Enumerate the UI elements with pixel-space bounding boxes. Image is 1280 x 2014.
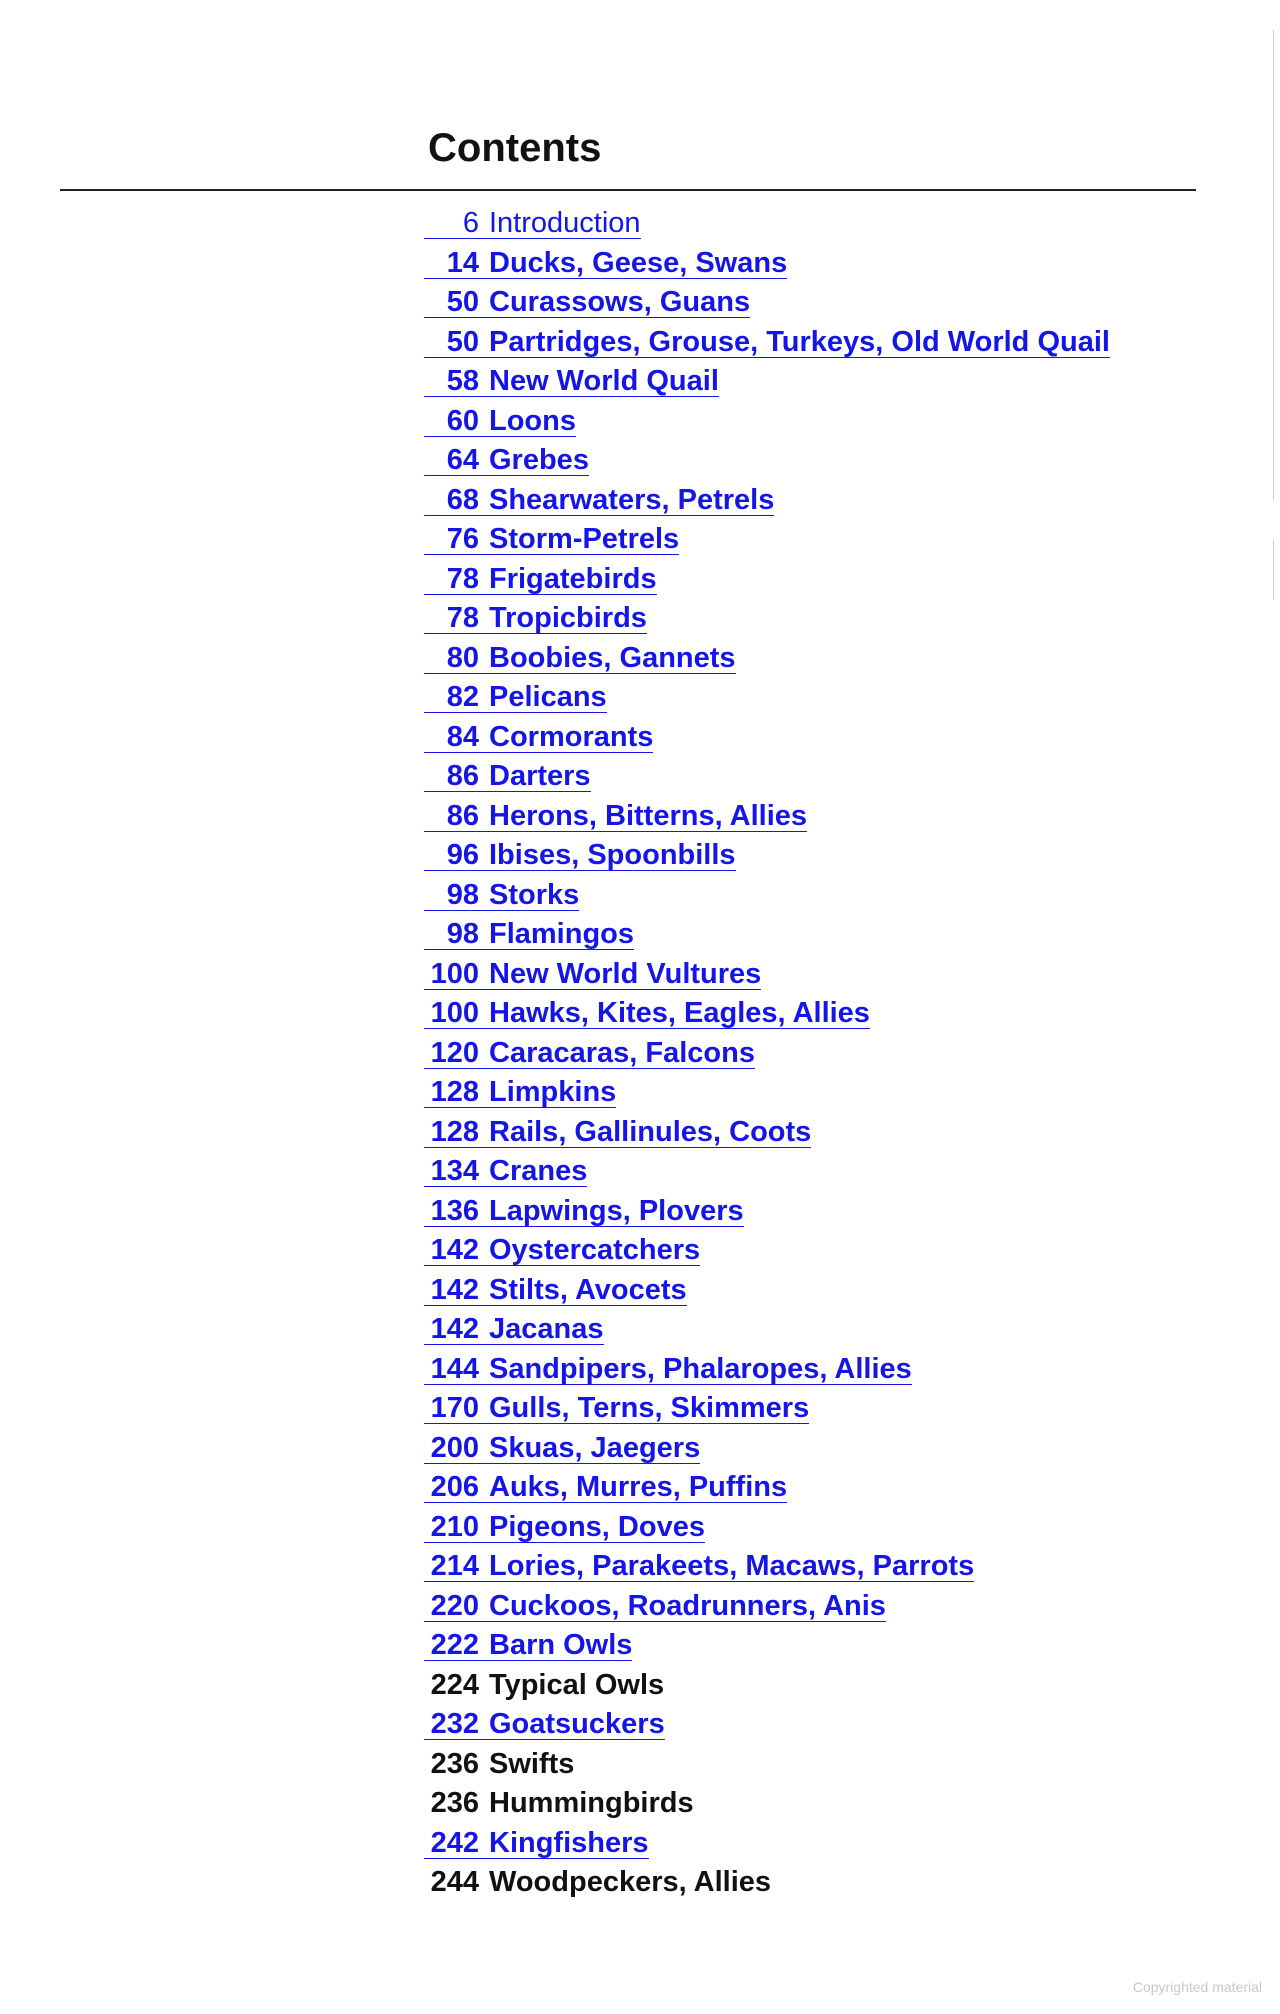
toc-page-number: 86 xyxy=(446,799,479,832)
toc-link[interactable] xyxy=(424,485,774,516)
toc-link[interactable] xyxy=(424,880,579,911)
toc-link[interactable] xyxy=(424,919,634,950)
toc-link[interactable] xyxy=(424,1709,665,1740)
toc-entry[interactable] xyxy=(424,1587,1110,1627)
toc-entry-title: Storm-Petrels xyxy=(489,523,680,555)
toc-link[interactable] xyxy=(424,1354,912,1385)
toc-page-number: 64 xyxy=(446,444,479,476)
toc-entry-title: Oystercatchers xyxy=(489,1234,701,1266)
toc-entry[interactable] xyxy=(424,836,1110,876)
toc-page-number: 214 xyxy=(430,1550,479,1582)
toc-link[interactable] xyxy=(424,1828,649,1859)
toc-entry[interactable] xyxy=(424,797,1110,837)
toc-entry[interactable] xyxy=(424,560,1110,600)
toc-entry-title: Goatsuckers xyxy=(489,1708,665,1740)
toc-link[interactable] xyxy=(424,564,657,595)
toc-link[interactable] xyxy=(424,603,647,634)
toc-entry-title: Ducks, Geese, Swans xyxy=(489,246,788,279)
toc-entry[interactable] xyxy=(424,718,1110,758)
toc-link[interactable] xyxy=(424,1591,886,1622)
toc-entry-title: Pelicans xyxy=(489,681,607,713)
toc-page-number: 224 xyxy=(430,1668,479,1701)
toc-page-number: 96 xyxy=(446,839,479,871)
toc-text xyxy=(424,1867,771,1898)
page-edge-mark xyxy=(1273,540,1274,600)
toc-page-number: 128 xyxy=(430,1076,479,1108)
toc-link[interactable] xyxy=(424,722,653,753)
toc-entry[interactable] xyxy=(424,481,1110,521)
toc-entry[interactable] xyxy=(424,1824,1110,1864)
toc-page-number: 170 xyxy=(430,1392,479,1424)
toc-entry-title: Boobies, Gannets xyxy=(489,641,736,674)
copyright-notice: Copyrighted material xyxy=(1132,1979,1262,1995)
toc-entry-title: Barn Owls xyxy=(489,1629,633,1661)
toc-entry-title: Flamingos xyxy=(489,918,635,950)
toc-page-number: 128 xyxy=(430,1115,479,1148)
toc-page-number: 210 xyxy=(430,1510,479,1543)
toc-page-number: 232 xyxy=(430,1708,479,1740)
toc-page-number: 78 xyxy=(446,602,479,634)
title-divider xyxy=(60,189,1196,191)
toc-page-number: 78 xyxy=(446,562,479,595)
toc-page-number: 244 xyxy=(430,1866,479,1898)
toc-link[interactable] xyxy=(424,445,589,476)
toc-entry[interactable] xyxy=(424,1113,1110,1153)
toc-page-number: 80 xyxy=(446,641,479,674)
toc-link[interactable] xyxy=(424,1551,974,1582)
toc-entry-title: New World Vultures xyxy=(489,957,762,990)
toc-entry-title: Auks, Murres, Puffins xyxy=(489,1471,788,1503)
toc-page-number: 236 xyxy=(430,1747,479,1780)
toc-link[interactable] xyxy=(424,801,807,832)
toc-link[interactable] xyxy=(424,1117,811,1148)
toc-entry xyxy=(424,1745,1110,1785)
toc-entry-title: Tropicbirds xyxy=(489,602,647,634)
toc-entry-title: Cormorants xyxy=(489,720,654,753)
toc-entry[interactable] xyxy=(424,1034,1110,1074)
toc-page-number: 142 xyxy=(430,1273,479,1306)
toc-link[interactable] xyxy=(424,1275,687,1306)
toc-entry[interactable] xyxy=(424,520,1110,560)
toc-entry-title: Limpkins xyxy=(489,1076,617,1108)
toc-entry[interactable] xyxy=(424,204,1110,244)
toc-page-number: 84 xyxy=(446,720,479,753)
table-of-contents xyxy=(424,204,1110,1903)
toc-page-number: 14 xyxy=(446,246,479,279)
toc-link[interactable] xyxy=(424,524,679,555)
toc-entry-title: Lapwings, Plovers xyxy=(489,1194,744,1227)
toc-entry[interactable] xyxy=(424,1468,1110,1508)
toc-link[interactable] xyxy=(424,1393,809,1424)
toc-entry[interactable] xyxy=(424,1073,1110,1113)
toc-link[interactable] xyxy=(424,1077,616,1108)
toc-text xyxy=(424,1749,574,1780)
toc-entry-title: Stilts, Avocets xyxy=(489,1273,687,1306)
toc-page-number: 144 xyxy=(430,1352,479,1385)
toc-entry-title: Caracaras, Falcons xyxy=(489,1036,755,1069)
toc-entry-title: Rails, Gallinules, Coots xyxy=(489,1115,812,1148)
toc-page-number: 120 xyxy=(430,1036,479,1069)
toc-link[interactable] xyxy=(424,1156,587,1187)
toc-page-number: 100 xyxy=(430,997,479,1029)
toc-entry[interactable] xyxy=(424,994,1110,1034)
toc-entry[interactable] xyxy=(424,323,1110,363)
toc-entry-title: Jacanas xyxy=(489,1313,604,1345)
toc-entry-title: Storks xyxy=(489,878,580,911)
toc-entry[interactable] xyxy=(424,1429,1110,1469)
toc-entry-title: Herons, Bitterns, Allies xyxy=(489,799,808,832)
toc-entry[interactable] xyxy=(424,599,1110,639)
toc-entry[interactable] xyxy=(424,955,1110,995)
page-title: Contents xyxy=(428,126,602,170)
toc-text xyxy=(424,1670,664,1701)
toc-entry[interactable] xyxy=(424,639,1110,679)
toc-entry-title: Sandpipers, Phalaropes, Allies xyxy=(489,1352,912,1385)
toc-link[interactable] xyxy=(424,682,607,713)
toc-link[interactable] xyxy=(424,959,761,990)
toc-page-number: 68 xyxy=(446,483,479,516)
toc-entry-title: Partridges, Grouse, Turkeys, Old World Quail xyxy=(489,325,1110,358)
toc-page-number: 6 xyxy=(462,207,479,239)
toc-entry[interactable] xyxy=(424,678,1110,718)
toc-entry-title: Shearwaters, Petrels xyxy=(489,483,775,516)
toc-entry-title: Swifts xyxy=(489,1747,575,1780)
toc-entry-title: Pigeons, Doves xyxy=(489,1510,705,1543)
toc-entry[interactable] xyxy=(424,283,1110,323)
toc-link[interactable] xyxy=(424,208,641,239)
toc-entry[interactable] xyxy=(424,1231,1110,1271)
toc-entry[interactable] xyxy=(424,876,1110,916)
toc-link[interactable] xyxy=(424,840,736,871)
toc-entry-title: Darters xyxy=(489,760,591,792)
toc-link[interactable] xyxy=(424,1235,700,1266)
toc-entry-title: Typical Owls xyxy=(489,1668,665,1701)
toc-entry[interactable] xyxy=(424,1152,1110,1192)
toc-page-number: 222 xyxy=(430,1629,479,1661)
toc-page-number: 98 xyxy=(446,878,479,911)
toc-entry-title: Frigatebirds xyxy=(489,562,657,595)
toc-link[interactable] xyxy=(424,1433,700,1464)
toc-page-number: 86 xyxy=(446,760,479,792)
toc-entry[interactable] xyxy=(424,1389,1110,1429)
toc-page-number: 76 xyxy=(446,523,479,555)
toc-page-number: 236 xyxy=(430,1787,479,1819)
toc-page-number: 82 xyxy=(446,681,479,713)
toc-entry-title: Ibises, Spoonbills xyxy=(489,839,736,871)
toc-entry[interactable] xyxy=(424,1271,1110,1311)
toc-entry[interactable] xyxy=(424,1310,1110,1350)
toc-link[interactable] xyxy=(424,1472,787,1503)
toc-entry xyxy=(424,1784,1110,1824)
toc-entry[interactable] xyxy=(424,1508,1110,1548)
toc-link[interactable] xyxy=(424,287,750,318)
toc-entry[interactable] xyxy=(424,1705,1110,1745)
toc-text xyxy=(424,1788,694,1819)
page-edge-mark xyxy=(1273,30,1274,500)
toc-page-number: 98 xyxy=(446,918,479,950)
toc-page-number: 50 xyxy=(446,286,479,318)
toc-link[interactable] xyxy=(424,406,576,437)
toc-page-number: 50 xyxy=(446,325,479,358)
toc-entry[interactable] xyxy=(424,915,1110,955)
toc-link[interactable] xyxy=(424,1196,744,1227)
toc-link[interactable] xyxy=(424,366,719,397)
toc-page-number: 242 xyxy=(430,1826,479,1859)
toc-entry-title: Gulls, Terns, Skimmers xyxy=(489,1392,810,1424)
toc-entry-title: Cuckoos, Roadrunners, Anis xyxy=(489,1589,886,1622)
toc-entry-title: Loons xyxy=(489,404,576,437)
toc-page-number: 142 xyxy=(430,1234,479,1266)
toc-link[interactable] xyxy=(424,998,870,1029)
toc-entry-title: New World Quail xyxy=(489,365,719,397)
toc-entry-title: Woodpeckers, Allies xyxy=(489,1866,772,1898)
toc-page-number: 136 xyxy=(430,1194,479,1227)
toc-link[interactable] xyxy=(424,1512,705,1543)
toc-link[interactable] xyxy=(424,761,591,792)
toc-entry-title: Cranes xyxy=(489,1155,588,1187)
toc-page-number: 60 xyxy=(446,404,479,437)
toc-entry xyxy=(424,1863,1110,1903)
toc-entry[interactable] xyxy=(424,1547,1110,1587)
toc-link[interactable] xyxy=(424,1314,604,1345)
toc-entry-title: Lories, Parakeets, Macaws, Parrots xyxy=(489,1550,975,1582)
toc-page-number: 134 xyxy=(430,1155,479,1187)
toc-entry[interactable] xyxy=(424,757,1110,797)
toc-entry[interactable] xyxy=(424,402,1110,442)
toc-entry[interactable] xyxy=(424,1350,1110,1390)
toc-entry[interactable] xyxy=(424,441,1110,481)
toc-link[interactable] xyxy=(424,1038,755,1069)
toc-entry-title: Introduction xyxy=(489,207,641,239)
toc-page-number: 58 xyxy=(446,365,479,397)
toc-entry-title: Hawks, Kites, Eagles, Allies xyxy=(489,997,870,1029)
toc-entry[interactable] xyxy=(424,1192,1110,1232)
toc-entry-title: Skuas, Jaegers xyxy=(489,1431,701,1464)
toc-link[interactable] xyxy=(424,643,736,674)
toc-page-number: 200 xyxy=(430,1431,479,1464)
toc-entry xyxy=(424,1666,1110,1706)
toc-link[interactable] xyxy=(424,248,787,279)
toc-entry-title: Grebes xyxy=(489,444,589,476)
toc-entry[interactable] xyxy=(424,244,1110,284)
toc-entry[interactable] xyxy=(424,1626,1110,1666)
toc-link[interactable] xyxy=(424,327,1110,358)
toc-page-number: 142 xyxy=(430,1313,479,1345)
toc-entry-title: Kingfishers xyxy=(489,1826,649,1859)
toc-page-number: 100 xyxy=(430,957,479,990)
toc-entry-title: Curassows, Guans xyxy=(489,286,751,318)
toc-page-number: 220 xyxy=(430,1589,479,1622)
toc-entry-title: Hummingbirds xyxy=(489,1787,694,1819)
toc-entry[interactable] xyxy=(424,362,1110,402)
toc-page-number: 206 xyxy=(430,1471,479,1503)
toc-link[interactable] xyxy=(424,1630,632,1661)
